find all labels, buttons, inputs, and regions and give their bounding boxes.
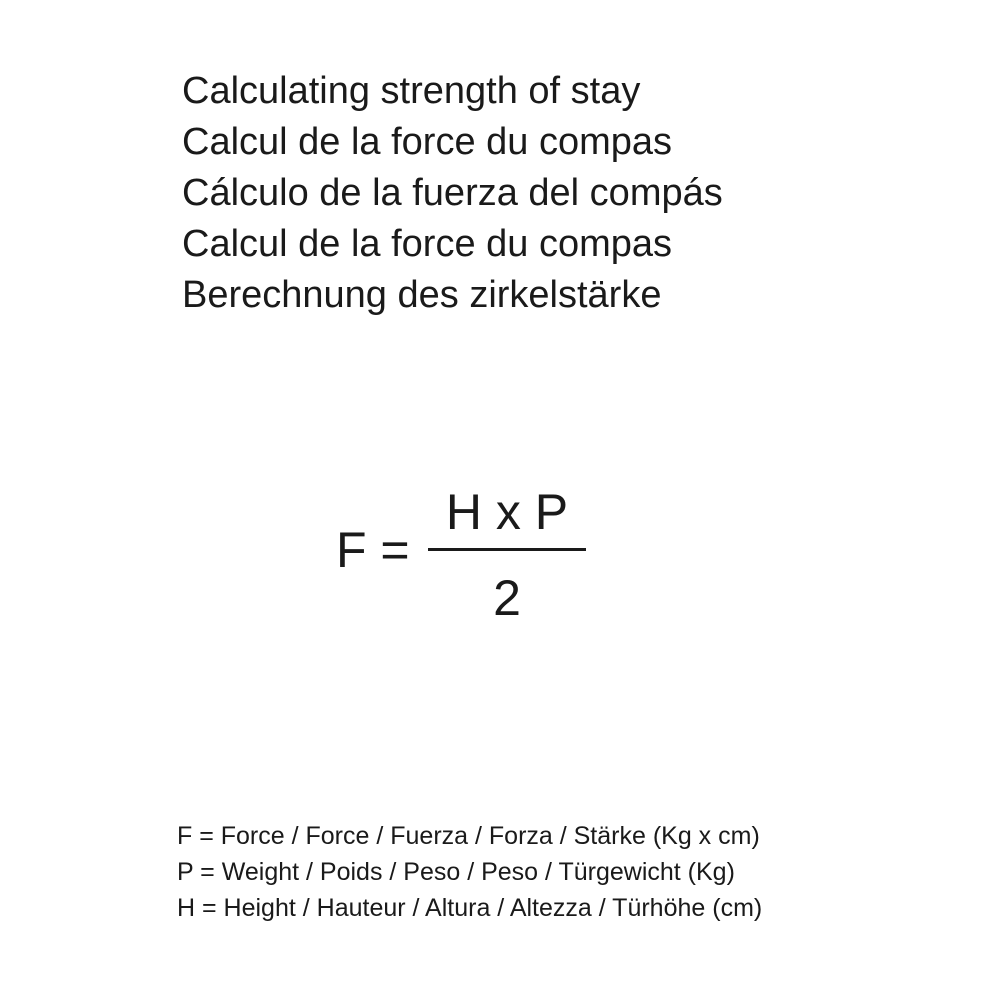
formula-numerator: H x P — [445, 484, 569, 540]
legend-block — [177, 818, 762, 926]
title-english: Calculating strength of stay — [182, 70, 641, 112]
formula-lhs: F = — [336, 522, 410, 578]
legend-weight: P = Weight / Poids / Peso / Peso / Türgewicht (Kg) — [177, 858, 735, 886]
formula-denominator: 2 — [493, 570, 521, 626]
legend-force: F = Force / Force / Fuerza / Forza / Stärke (Kg x cm) — [177, 822, 760, 850]
title-german: Berechnung des zirkelstärke — [182, 274, 662, 316]
title-spanish: Cálculo de la fuerza del compás — [182, 172, 723, 214]
title-french: Calcul de la force du compas — [182, 121, 673, 163]
legend-height: H = Height / Hauteur / Altura / Altezza / Türhöhe (cm) — [177, 894, 763, 922]
fraction-bar — [428, 548, 586, 551]
title-french-repeat: Calcul de la force du compas — [182, 223, 673, 265]
